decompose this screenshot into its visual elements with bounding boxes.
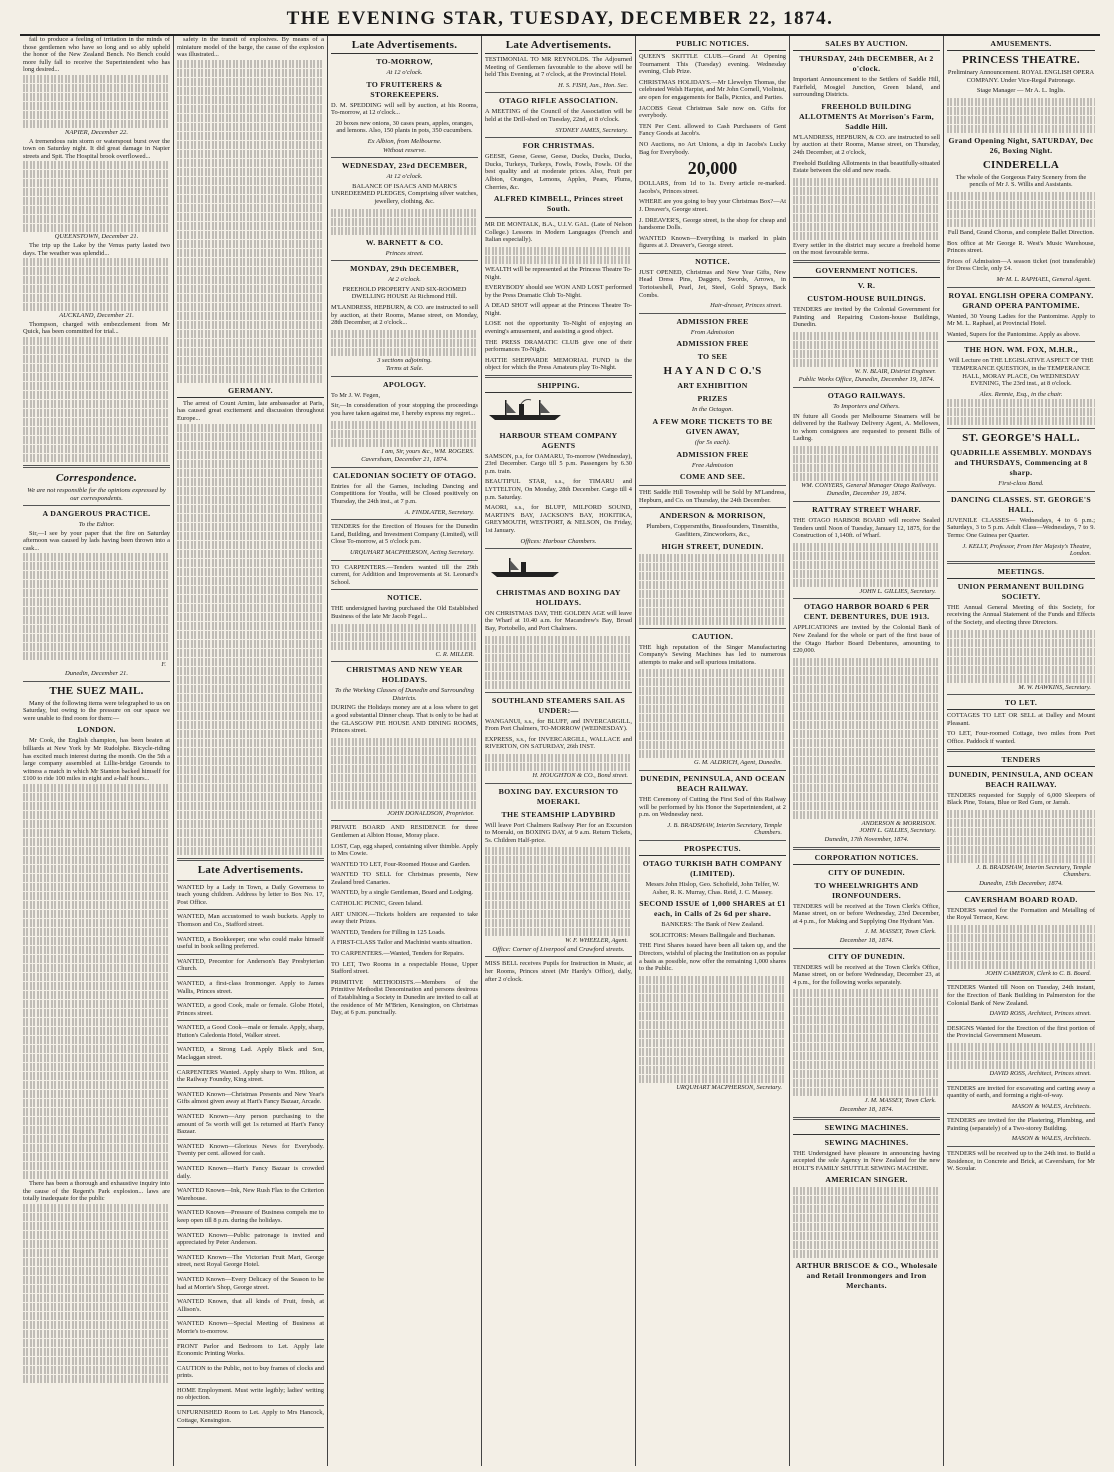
masthead xyxy=(20,4,1100,36)
wednesday-heading: WEDNESDAY, 23rd DECEMBER, xyxy=(341,161,468,171)
london-end: There has been a thorough and exhaustive inquiry into the cause of the Regent's Park explosion... laws are totally inadequate for the public xyxy=(23,1180,170,1203)
wanted-ad: WANTED Known, that all kinds of Fruit, fresh, at Allison's. xyxy=(177,1298,324,1313)
glasgow-ad: DURING the Holidays money are at a loss where to get a good substantial Dinner cheap. That is only to be had at the GLASGOW PIE HOUSE AND DINING ROOMS, Princes street. xyxy=(331,704,478,735)
conyers-signature: WM. CONYERS, General Manager Otago Railways. xyxy=(801,481,936,489)
bank-tenders-ad: TENDERS Wanted till Noon on Tuesday, 24th instant, for the Erection of Bank Building in Palmerston for the Colonial Bank of New Zealand. xyxy=(947,984,1095,1007)
wheeler-signature: W. F. WHEELER, Agent. xyxy=(565,937,628,945)
gillies-signature-2: JOHN L. GILLIES, Secretary. xyxy=(859,827,936,835)
caledonian-body: Entries for all the Games, including Dancing and Competitions for Youths, will be Closed positively on Thursday, the 24th inst., at 7 p.m. xyxy=(331,482,478,506)
caledonian-signature: A. FINDLATER, Secretary. xyxy=(404,508,474,516)
tomorrow-heading: TO-MORROW, xyxy=(376,57,433,66)
column-1 xyxy=(20,36,174,1466)
admission-free-1: ADMISSION FREE xyxy=(676,316,749,326)
late-ads-heading-4: Late Advertisements. xyxy=(485,39,632,54)
blair-signature: W. N. BLAIR, District Engineer. xyxy=(854,367,936,375)
skittle-ad: QUEEN'S SKITTLE CLUB.—Grand At Opening Tournament This (Tuesday) evening. Wednesday evening, Club Prize. xyxy=(639,53,786,76)
st-georges-heading: ST. GEORGE'S HALL. xyxy=(962,432,1080,445)
wanted-ad: WANTED, a first-class Ironmonger. Apply to James Wallis, Princes street. xyxy=(177,979,324,995)
letter-sub: To the Editor. xyxy=(78,521,115,529)
terms: Terms at Sale. xyxy=(385,365,424,373)
freehold-heading: FREEHOLD BUILDING ALLOTMENTS At Morrison's Farm, Saddle Hill. xyxy=(798,101,935,131)
massey-date-2: December 18, 1874. xyxy=(839,1105,894,1113)
union-body: THE Annual General Meeting of this Society, for receiving the Annual Statement of the Funds and Effects of the Society, and electing three Directors. xyxy=(947,603,1095,627)
tomorrow-time: At 12 o'clock. xyxy=(386,69,423,76)
column-5 xyxy=(636,36,790,1466)
bradshaw-signature: J. B. BRADSHAW, Interim Secretary, Temple Chambers. xyxy=(667,821,782,837)
caversham-ad: TENDERS wanted for the Formation and Metalling of the Royal Terrace, Kew. xyxy=(947,906,1095,922)
conditions: 3 sections adjoining. xyxy=(377,356,432,364)
american-singer: AMERICAN SINGER. xyxy=(825,1175,908,1185)
wanted-ad: WANTED Known—Every Delicacy of the Season to be had at Morrie's Shop, George street. xyxy=(177,1275,324,1291)
beautiful-star-ad: BEAUTIFUL STAR, s.s., for TIMARU and LYTTELTON, On Monday, 28th December. Cargo till 4 p.m. Saturday. xyxy=(485,478,632,501)
barnett-name: W. BARNETT & CO. xyxy=(365,237,444,247)
art-union-ad: ART UNION.—Tickets holders are requested to take away their Prizes. xyxy=(331,910,478,926)
prospectus-heading: PROSPECTUS. xyxy=(639,844,786,856)
come-and-see: COME AND SEE. xyxy=(679,472,746,482)
correspondence-note: We are not responsible for the opinions expressed by our correspondents. xyxy=(27,486,166,502)
dreaver-ad: J. DREAVER'S, George street, is the shop for cheap and handsome Dolls. xyxy=(639,216,786,232)
hair-notice: JUST OPENED, Christmas and New Year Gifts, New Head Dress Pins, Daggers, Swords, Arrows, in Tortoiseshell, Pearl, Jet, Steel, Gold Sprays, Back Combs. xyxy=(639,268,786,299)
private-board-ad: PRIVATE BOARD AND RESIDENCE for three Gentlemen at Albion House, Moray place. xyxy=(331,824,478,839)
ten-percent-ad: TEN Per Cent. allowed to Cash Purchasers of Gent Fancy Goods at Jacob's. xyxy=(639,122,786,138)
monday-time: At 2 o'clock. xyxy=(388,276,421,284)
kimbell-signature: ALFRED KIMBELL, Princes street South. xyxy=(493,194,624,214)
germany-heading: GERMANY. xyxy=(177,386,324,398)
plastering-ad: TENDERS are invited for the Plastering, Plumbing, and Painting (separately) of a Two-storey Building. xyxy=(947,1117,1095,1132)
jacobs-ad: JACOBS Great Christmas Sale now on. Gifts for everybody. xyxy=(639,104,786,120)
letter-signature: F. xyxy=(161,661,166,669)
wealth-ad: WEALTH will be represented at the Princess Theatre To-Night. xyxy=(485,265,632,281)
excavating-ad: TENDERS are invited for excavating and carting away a quantity of earth, and forming a right-of-way. xyxy=(947,1084,1095,1100)
wanted-ad: WANTED Known—Glorious News for Everybody. Twenty per cent. allowed for cash. xyxy=(177,1142,324,1158)
gentleman-ad: WANTED, by a single Gentleman, Board and Lodging. xyxy=(331,889,473,897)
terms-ad: Every settler in the district may secure a freehold home on the most favourable terms. xyxy=(793,241,940,257)
hay-and-co: H A Y A N D C O.'S xyxy=(663,365,762,378)
boxing-heading: CHRISTMAS AND BOXING DAY HOLIDAYS. xyxy=(496,587,621,607)
city-heading: CITY OF DUNEDIN. xyxy=(828,867,905,877)
wanted-ad: WANTED Known—Special Meeting of Business at Morrie's to-morrow. xyxy=(177,1320,324,1335)
caution-heading: CAUTION. xyxy=(691,631,734,641)
cottages-ad: COTTAGES TO LET OR SELL at Dalley and Mount Pleasant. xyxy=(947,712,1095,727)
suez-heading: THE SUEZ MAIL. xyxy=(49,684,144,697)
everybody-ad: EVERYBODY should see WON AND LOST performed by the Press Dramatic Club To-Night. xyxy=(485,284,632,299)
prizes: PRIZES xyxy=(697,394,728,404)
london-heading: LONDON. xyxy=(77,725,116,735)
residence-ad: TENDERS will be received up to the 24th inst. to Build a Residence, in Concrete and Brick, at Caversham, for Mr W. Scoular. xyxy=(947,1150,1095,1173)
wanted-ad: WANTED Known—Pressure of Business compels me to keep open till 8 p.m. during the holidays. xyxy=(177,1209,324,1224)
land-tenders-ad: TENDERS for the Erection of Houses for the Dunedin Land, Building, and Investment Company (Limited), will Close To-morrow, at 5 o'clock p.m. xyxy=(331,523,478,546)
dead-shot-ad: A DEAD SHOT will appear at the Princess Theatre To-Night. xyxy=(485,302,632,317)
wanted-ad: WANTED Known—Hart's Fancy Bazaar is crowded daily. xyxy=(177,1165,324,1180)
columns xyxy=(20,36,1100,1466)
wanted-ad: UNFURNISHED Room to Let. Apply to Mrs Hancock, Cottage, Kensington. xyxy=(177,1409,324,1424)
dreaver-wanted-ad: WANTED Known—Everything is marked in plain figures at J. Dreaver's, George street. xyxy=(639,234,786,250)
vr-mark: V. R. xyxy=(857,280,876,290)
bradshaw-date: Dunedin, 15th December, 1874. xyxy=(979,879,1063,887)
rifle-heading: OTAGO RIFLE ASSOCIATION. xyxy=(499,96,618,106)
southland-heading: SOUTHLAND STEAMERS SAIL AS UNDER:— xyxy=(491,695,626,715)
briscoe-signature: ARTHUR BRISCOE & CO., Wholesale and Retail Ironmongers and Iron Merchants. xyxy=(795,1261,938,1291)
express-ad: EXPRESS, s.s., for INVERCARGILL, WALLACE and RIVERTON, ON SATURDAY, 26th INST. xyxy=(485,735,632,751)
from-admission: From Admission xyxy=(690,328,735,336)
rifle-body: A MEETING of the Council of the Association will be held at the Drill-shed on Tuesday, 22nd, at 8 o'clock. xyxy=(485,108,632,123)
dateline-auckland: AUCKLAND, December 21. xyxy=(59,312,134,320)
fox-heading: THE HON. WM. FOX, M.H.R., xyxy=(964,345,1078,355)
xmas-holidays-heading: CHRISTMAS AND NEW YEAR HOLIDAYS. xyxy=(346,665,463,685)
caution-body: THE high reputation of the Singer Manufacturing Company's Sewing Machines has led to numerous attempts to make and sell spurious imitations. xyxy=(639,643,786,666)
wanted-ad: FRONT Parlor and Bedroom to Let. Apply late Economic Printing Works. xyxy=(177,1342,324,1358)
ladybird-heading: THE STEAMSHIP LADYBIRD xyxy=(501,809,616,819)
steamship-icon xyxy=(485,398,565,422)
custom-house-heading: CUSTOM-HOUSE BUILDINGS. xyxy=(807,293,926,303)
wanted-ad: WANTED, Man accustomed to wash buckets. Apply to Thomson and Co., Stafford street. xyxy=(177,913,324,928)
letter-date: Dunedin, December 21. xyxy=(65,670,128,678)
gov-notices-heading: GOVERNMENT NOTICES. xyxy=(793,266,940,278)
column-4 xyxy=(482,36,636,1466)
for-each: (for 5s each). xyxy=(694,439,731,447)
rattray-heading: RATTRAY STREET WHARF. xyxy=(812,505,921,515)
wanted-ad: CAUTION to the Public, not to buy frames of clocks and prints. xyxy=(177,1364,324,1380)
hawkins-signature: M. W. HAWKINS, Secretary. xyxy=(1018,683,1091,691)
landress-ad-6: M'LANDRESS, HEPBURN, & CO. are instructed to sell by auction at their Rooms, Manse street, on Thursday, 24th December, at 2 o'clock, xyxy=(793,133,940,156)
caversham-heading: CAVERSHAM BOARD ROAD. xyxy=(964,894,1078,904)
railways-heading: OTAGO RAILWAYS. xyxy=(827,390,906,400)
spedding-ad: D. M. SPEDDING will sell by auction, at his Rooms, To-morrow, at 12 o'clock... xyxy=(331,101,478,117)
rifle-signature: SYDNEY JAMES, Secretary. xyxy=(555,126,628,134)
aldrich-signature: G. M. ALDRICH, Agent, Dunedin. xyxy=(694,759,782,767)
music-lessons-ad: MISS BELL receives Pupils for Instruction in Music, at her Rooms, Princes street (Mr Hardy's Office), daily, after 2 o'clock. xyxy=(485,960,632,983)
cottage-ad-2: TO LET, Four-roomed Cottage, two miles from Port Office. Paddock if wanted. xyxy=(947,730,1095,745)
kelly-signature: J. KELLY, Professor, From Her Majesty's Theatre, London. xyxy=(962,542,1091,558)
rattray-ad: THE OTAGO HARBOR BOARD will receive Sealed Tenders until Noon of Tuesday, January 12, 1875, for the Construction of 1,140ft. of Wharf. xyxy=(793,517,940,540)
princess-theatre-heading: PRINCESS THEATRE. xyxy=(962,54,1080,66)
dateline-napier: NAPIER, December 22. xyxy=(65,128,128,136)
tenders-heading: TENDERS xyxy=(947,755,1095,767)
works-date: Public Works Office, Dunedin, December 19, 1874. xyxy=(798,376,935,384)
solicitors: SOLICITORS: Messrs Ballingale and Buchanan. xyxy=(649,931,776,939)
wanted-ad: WANTED Known—Ink, New Rush Flax to the Criterion Warehouse. xyxy=(177,1187,324,1202)
saddle-hill-ad: THE Saddle Hill Township will be Sold by M'Landress, Hepburn, and Co. on Thursday, the 24th December. xyxy=(639,489,786,504)
steamship-icon-2 xyxy=(485,555,565,579)
museum-ad: DESIGNS Wanted for the Erection of the first portion of the Provincial Government Museum. xyxy=(947,1024,1095,1040)
landress-ad: M'LANDRESS, HEPBURN, & CO. are instructed to sell by auction, at their Rooms, Manse street, on Monday, 28th December, at 2 o'clock... xyxy=(331,303,478,327)
suez-intro: Many of the following items were telegraphed to us on Saturday, but owing to the pressure on our space we were unable to find room for them:— xyxy=(23,699,170,722)
barnett-addr: Princes street. xyxy=(385,249,424,257)
railways-ad: IN future all Goods per Melbourne Steamers will be delivered by the Railway Delivery Agent, A. Mellowes, to whom consignees are requested to present Bills of Lading. xyxy=(793,412,940,443)
wanted-ad: WANTED, Precentor for Anderson's Bay Presbyterian Church. xyxy=(177,957,324,973)
london-article: Mr Cook, the English champion, has been beaten at billiards at New York by Mr Rudolphe. Bicycle-riding has excited much interest during the month. On the 5th a large company assembled at Lillie-bridge Grounds to witness a match in which Mr Stanton backed himself for £100 to ride 100 miles in eight and a-half hours... xyxy=(23,737,170,783)
freehold-ad: FREEHOLD PROPERTY AND SIX-ROOMED DWELLING HOUSE At Richmond Hill. xyxy=(342,285,467,301)
turkish-bath-heading: OTAGO TURKISH BATH COMPANY (LIMITED). xyxy=(642,858,783,878)
harbour-office: Offices: Harbour Chambers. xyxy=(520,537,597,545)
harbour-heading: HARBOUR STEAM COMPANY AGENTS xyxy=(499,430,618,450)
where-ad: WHERE are you going to buy your Christmas Box?—At J. Dreaver's, George street. xyxy=(639,198,786,213)
article-napier: A tremendous rain storm or waterspout burst over the town on Saturday night. It did great damage in Napier streets and Spit. The Hospital brook overflowed... xyxy=(23,137,170,160)
samson-ad: SAMSON, p.s, for OAMARU, To-morrow (Wednesday), 23rd December. Cargo till 5 p.m. Passengers by 6.30 p.m. train. xyxy=(485,452,632,475)
ross-signature: DAVID ROSS, Architect, Princes street. xyxy=(989,1010,1091,1018)
juvenile-classes: JUVENILE CLASSES— Wednesdays, 4 to 6 p.m.; Saturdays, 3 to 5 p.m. Adult Class—Wednesdays, 7 to 9. Terms: One Guinea per Quarter. xyxy=(947,516,1095,540)
poultry-ad: GEESE, Geese, Geese, Geese, Ducks, Ducks, Ducks, Ducks, Turkeys, Turkeys, Fowls, Fowls, Fowls. Of the best quality and at moderate prices. Also, Fruit per Albion, Oranges, Lemons, Apples, Pears, Plums, Cherries, &c. xyxy=(485,153,632,191)
massey-signature-2: J. M. MASSEY, Town Clerk. xyxy=(864,1097,936,1105)
free-admission: Free Admission xyxy=(691,461,734,469)
article-queenstown: The trip up the Lake by the Venus party lasted two days. The weather was splendid... xyxy=(23,241,170,257)
gillies-date: Dunedin, 17th November, 1874. xyxy=(824,836,909,843)
admission-free-2: ADMISSION FREE xyxy=(676,339,749,349)
to-see: TO SEE xyxy=(697,352,728,362)
princess-sub: Preliminary Announcement. ROYAL ENGLISH OPERA COMPANY. Under Vice-Regal Patronage. xyxy=(947,69,1095,84)
wanted-ad: WANTED, a Good Cook—male or female. Apply, sharp, Hutton's Caledonia Hotel, Walker street. xyxy=(177,1024,324,1039)
cinderella: CINDERELLA xyxy=(982,158,1060,171)
golden-age-ad: ON CHRISTMAS DAY, THE GOLDEN AGE will leave the Wharf at 10.40 a.m. for Macandrew's Bay, Broad Bay, Portobello, and Port Chalmers. xyxy=(485,609,632,632)
wanted-ad: WANTED, a Strong Lad. Apply Black and Son, Maclaggan street. xyxy=(177,1046,324,1062)
letter-heading: A DANGEROUS PRACTICE. xyxy=(42,509,151,519)
pantomime-ad: Wanted, 30 Young Ladies for the Pantomime. Apply to Mr M. L. Raphael, at Provincial Hotel. xyxy=(947,312,1095,328)
catholic-picnic-ad: CATHOLIC PICNIC, Green Island. xyxy=(331,900,423,908)
testimonial-ad: TESTIMONIAL TO MR REYNOLDS. The Adjourned Meeting of Gentlemen favourable to the above will be held This Evening, at 7 o'clock, at the Provincial Hotel. xyxy=(485,56,632,79)
sewing-heading: SEWING MACHINES. xyxy=(793,1123,940,1135)
tailor-ad: A FIRST-CLASS Tailor and Machinist wants situation. xyxy=(331,939,473,947)
wanted-ads-list xyxy=(177,884,324,1429)
without-reserve: Without reserve. xyxy=(383,146,426,154)
anderson-heading: ANDERSON & MORRISON, xyxy=(659,511,766,521)
prospectus-body: THE First Shares issued have been all taken up, and the Directors, wishful of placing the Institution on as popular a basis as possible, now offer the remaining 1,000 shares to the Public. xyxy=(639,942,786,973)
hattie-ad: HATTIE SHEPPARDE MEMORIAL FUND is the object for which the Press Amateurs play To-Night. xyxy=(485,356,632,372)
maori-ad: MAORI, s.s., for BLUFF, MILFORD SOUND, MARTIN'S BAY, JACKSON'S BAY, HOKITIKA, GREYMOUTH, WESTPORT, & NELSON, On Friday, 1st January. xyxy=(485,504,632,534)
debentures-heading: OTAGO HARBOR BOARD 6 PER CENT. DEBENTURES, DUE 1913. xyxy=(803,602,930,622)
lose-not-ad: LOSE not the opportunity To-Night of enjoying an evening's amusement, and assisting a good object. xyxy=(485,320,632,336)
raphael-signature: Mr M. L. RAPHAEL, General Agent. xyxy=(996,275,1091,283)
ceremony-ad: THE Ceremony of Cutting the First Sod of this Railway will be performed by his Honor the Superintendent, at 2 p.m. on Wednesday next. xyxy=(639,795,786,819)
shipping-heading: SHIPPING. xyxy=(485,381,632,393)
wanted-ad: HOME Employment. Must write legibly; ladies' writing no objection. xyxy=(177,1386,324,1402)
city-heading-2: CITY OF DUNEDIN. xyxy=(828,951,905,961)
letter-body: Sir,—I see by your paper that the fire on Saturday afternoon was caused by lads having been thrown into a cask... xyxy=(23,529,170,552)
second-issue: SECOND ISSUE of 1,000 SHARES at £1 each, in Calls of 2s 6d per share. xyxy=(639,899,786,919)
column-2 xyxy=(174,36,328,1466)
moeraki-heading: BOXING DAY. EXCURSION TO MOERAKI. xyxy=(498,786,619,806)
gillies-signature: JOHN L. GILLIES, Secretary. xyxy=(859,587,936,595)
cameron-signature: JOHN CAMERON, Clerk to C. B. Board. xyxy=(985,969,1091,977)
more-tickets: A FEW MORE TICKETS TO BE GIVEN AWAY, xyxy=(652,417,773,437)
late-ads-heading-3: Late Advertisements. xyxy=(331,39,478,54)
for-christmas-heading: FOR CHRISTMAS. xyxy=(522,141,595,151)
wanted-ad: WANTED, a Bookkeeper; one who could make himself useful in book selling preferred. xyxy=(177,935,324,951)
union-heading: UNION PERMANENT BUILDING SOCIETY. xyxy=(957,581,1085,601)
box-office: Box office at Mr George R. West's Music Warehouse, Princes street. xyxy=(947,239,1095,255)
donaldson-signature: JOHN DONALDSON, Proprietor. xyxy=(387,809,474,817)
prices: Prices of Admission—A season ticket (not transferable) for Dress Circle, only £4. xyxy=(947,257,1095,273)
to-let-ad: WANTED TO LET, Four-Roomed House and Garden. xyxy=(331,860,471,868)
lost-ad: LOST, Cap, egg shaped, containing silver thimble. Apply to Mrs Cowie. xyxy=(331,842,478,858)
high-street: HIGH STREET, DUNEDIN. xyxy=(661,541,764,551)
wheeler-address: Office: Corner of Liverpool and Crawford streets. xyxy=(492,945,625,953)
wheelwrights-heading: TO WHEELWRIGHTS AND IRONFOUNDERS. xyxy=(814,880,919,900)
mason-signature-2: MASON & WALES, Architects. xyxy=(1011,1135,1091,1143)
notice-body: THE undersigned having purchased the Old Established Business of the late Mr Jacob Fegel... xyxy=(331,605,478,620)
suez-continued: safety in the transit of explosives. By means of a miniature model of the barge, the cause of the explosion was illustrated... xyxy=(177,36,324,59)
methodists-ad: PRIMITIVE METHODISTS.—Members of the Primitive Methodist Denomination and persons desirous of Establishing a Society in Dunedin are invited to call at the residence of Mr M'Brien, Kensington, on Christmas Day, at 6 p.m. punctually. xyxy=(331,978,478,1017)
spedding-items: 20 boxes new onions, 30 cases pears, apples, oranges, and lemons. Also, 150 plants in pots, 350 cucumbers. xyxy=(335,119,474,135)
urquhart-signature: URQUHART MACPHERSON, Acting Secretary. xyxy=(350,549,474,556)
press-club-ad: THE PRESS DRAMATIC CLUB give one of their performances To-Night. xyxy=(485,338,632,354)
fruiterers-heading: TO FRUITERERS & STOREKEEPERS. xyxy=(366,79,443,99)
custom-house-ad: TENDERS are invited by the Colonial Government for Painting and Repairing Custom-house Buildings, Dunedin. xyxy=(793,305,940,329)
germany-article: The arrest of Count Arnim, late ambassador at Paris, has caused great excitement and discussion throughout Europe... xyxy=(177,399,324,422)
dollars-figure: 20,000 xyxy=(687,158,738,179)
quadrille: QUADRILLE ASSEMBLY. MONDAYS and THURSDAYS, Commencing at 8 sharp. xyxy=(950,448,1092,478)
houghton-signature: H. HOUGHTON & CO., Bond street. xyxy=(532,771,628,779)
important-ad: Important Announcement to the Settlers of Saddle Hill, Fairfield, Mosgiel Junction, Green Island, and surrounding Districts. xyxy=(793,76,940,99)
city-tenders-ad: TENDERS will be received at the Town Clerk's Office, Manse street, on or before Wednesday, December 23, at 4 p.m., for the following works separately. xyxy=(793,963,940,986)
hairdresser: Hair-dresser, Princes street. xyxy=(710,302,782,310)
carpenters-ad: TO CARPENTERS.—Tenders wanted till the 29th current, for Addition and Improvements at St. Leonard's School. xyxy=(331,563,478,586)
to-let-heading: TO LET. xyxy=(947,698,1095,710)
dollars-ad: DOLLARS, from 1d to 1s. Every article re-marked. Jacobs's, Princes street. xyxy=(639,180,786,195)
notice-heading-5: NOTICE. xyxy=(695,256,730,266)
xmas-holidays-sub: To the Working Classes of Dunedin and Surrounding Districts. xyxy=(334,687,475,702)
sales-heading: SALES BY AUCTION. xyxy=(793,39,940,51)
band: First-class Band. xyxy=(998,480,1044,488)
urquhart-signature-5: URQUHART MACPHERSON, Secretary. xyxy=(676,1083,782,1091)
article-intro: fail to produce a feeling of irritation in the minds of those gentlemen who have so long and so ably upheld the honor of the New Zealand Bench. No Bench could more fully fall to receive the Superintendent who has long desired... xyxy=(23,36,170,74)
thursday-heading: THURSDAY, 24th DECEMBER, At 2 o'clock. xyxy=(799,54,934,73)
caledonian-heading: CALEDONIAN SOCIETY OF OTAGO. xyxy=(332,470,477,480)
peninsula-heading: DUNEDIN, PENINSULA, AND OCEAN BEACH RAILWAY. xyxy=(640,773,785,793)
column-3 xyxy=(328,36,482,1466)
masthead-title: THE EVENING STAR, TUESDAY, DECEMBER 22, 1874. xyxy=(286,8,834,29)
admission-free-3: ADMISSION FREE xyxy=(676,449,749,459)
fox-chair: Alex. Rennie, Esq., in the chair. xyxy=(979,390,1063,398)
ex-albion: Ex Albion, from Melbourne. xyxy=(367,137,442,145)
apology-date: Caversham, December 21, 1874. xyxy=(361,456,448,464)
fox-lecture: Will Lecture on THE LEGISLATIVE ASPECT OF THE TEMPERANCE QUESTION, in the TEMPERANCE HALL, MORAY PLACE, On WEDNESDAY EVENING, The 23rd inst., at 8 o'clock. xyxy=(948,357,1094,388)
scenery-note: The whole of the Gorgeous Fairy Scenery from the pencils of Mr J. S. Willis and Assistants. xyxy=(955,173,1087,189)
mason-signature: MASON & WALES, Architects. xyxy=(1011,1102,1091,1110)
dateline-queenstown: QUEENSTOWN, December 21. xyxy=(54,233,139,241)
column-7 xyxy=(944,36,1098,1466)
harpist-ad: CHRISTMAS HOLIDAYS.—Mr Llewelyn Thomas, the celebrated Welsh Harpist, and Mr John Cornell, Violinist, are open for engagements for Balls, Picnics, and Parties. xyxy=(639,78,786,101)
correspondence-heading: Correspondence. xyxy=(55,471,138,484)
testimonial-signature: H. S. FISH, Jun., Hon. Sec. xyxy=(558,81,628,89)
massey-signature: J. M. MASSEY, Town Clerk. xyxy=(864,928,936,936)
article-auckland: Thompson, charged with embezzlement from Mr Quick, has been committed for trial... xyxy=(23,320,170,336)
railway-heading: DUNEDIN, PENINSULA, AND OCEAN BEACH RAILWAY. xyxy=(948,769,1094,789)
filling-tenders-ad: WANTED, Tenders for Filling in 125 Loads. xyxy=(331,928,446,936)
late-ads-heading-2: Late Advertisements. xyxy=(197,863,304,876)
supers-ad: Wanted, Supers for the Pantomime. Apply as above. xyxy=(947,330,1081,338)
to-sell-ad: WANTED TO SELL for Christmas presents, New Zealand bred Canaries. xyxy=(331,871,478,886)
apology-signature: I am, Sir, yours &c., WM. ROGERS. xyxy=(381,447,474,455)
sleepers-ad: TENDERS requested for Supply of 6,000 Sleepers of Black Pine, Totara, Blue or Red Gum, or Jarrah. xyxy=(947,791,1095,807)
wanted-ad: WANTED by a Lady in Town, a Daily Governess to teach young children. Address by letter to Box No. 17, Post Office. xyxy=(177,883,324,906)
allotments-ad: Freehold Building Allotments in that beautifully-situated Estate between the old and new roads. xyxy=(793,159,940,175)
column-6 xyxy=(790,36,944,1466)
opening-night: Grand Opening Night, SATURDAY, Dec 26, Boxing Night. xyxy=(948,135,1094,155)
amusements-heading: AMUSEMENTS. xyxy=(947,39,1095,51)
wanted-ad: WANTED Known—Christmas Presents and New Year's Gifts almost given away at Hart's Fancy Bazaar, Arcade. xyxy=(177,1090,324,1106)
no-auctions-ad: NO Auctions, no Art Unions, a dip in Jacobs's Lucky Bag for Everybody. xyxy=(639,140,786,156)
monday-heading: MONDAY, 29th DECEMBER, xyxy=(350,264,459,274)
wanted-ad: WANTED Known—Public patronage is invited and appreciated by Peter Anderson. xyxy=(177,1231,324,1247)
dancing-heading: DANCING CLASSES. ST. GEORGE'S HALL. xyxy=(950,494,1092,514)
pantomime-heading: ROYAL ENGLISH OPERA COMPANY. GRAND OPERA PANTOMIME. xyxy=(948,290,1094,310)
balance-ad: BALANCE OF ISAACS AND MARK'S UNREDEEMED PLEDGES, Comprising silver watches, jewellery, clothing, &c. xyxy=(331,182,478,205)
apology-to: To Mr J. W. Fegen, xyxy=(331,391,381,399)
sewing-sub: SEWING MACHINES. xyxy=(824,1137,909,1147)
wanted-ad: WANTED Known—Any person purchasing to the amount of 5s worth will get 1s returned at Hart's Fancy Bazaar. xyxy=(177,1113,324,1136)
art-exhibition: ART EXHIBITION xyxy=(677,381,748,391)
two-rooms-ad: TO LET, Two Rooms in a respectable House, Upper Stafford street. xyxy=(331,960,478,976)
montalk-ad: MR DE MONTALK, B.A., U.I.V. GAL. (Late of Nelson College.) Lessons in Modern Languages (French and Italian especially). xyxy=(485,221,632,244)
wanted-ad: CARPENTERS Wanted. Apply sharp to Wm. Hilton, at the Railway Foundry, King street. xyxy=(177,1068,324,1084)
ross-signature-2: DAVID ROSS, Architect, Princes street. xyxy=(989,1069,1091,1077)
wanted-ad: WANTED, a good Cook, male or female. Globe Hotel, Princes street. xyxy=(177,1002,324,1017)
apology-body: Sir,—In consideration of your stopping the proceedings you have taken against me, I hereby express my regret... xyxy=(331,402,478,418)
conyers-date: Dunedin, December 19, 1874. xyxy=(826,490,907,498)
anderson-signature: ANDERSON & MORRISON. xyxy=(861,819,936,827)
directors: Messrs John Hislop, Geo. Schofield, John Telfer, W. Asher, R. K. Murray, Chas. Reid, J. C. Massey. xyxy=(645,880,780,896)
ballet-note: Full Band, Grand Chorus, and complete Ballet Direction. xyxy=(947,228,1095,236)
debentures-ad: APPLICATIONS are invited by the Colonial Bank of New Zealand for the whole or part of the first issue of the Otago Harbor Board Debentures, amounting to £20,000. xyxy=(793,624,940,655)
anderson-trades: Plumbers, Coppersmiths, Brassfounders, Tinsmiths, Gasfitters, Zincworkers, &c., xyxy=(646,523,779,538)
wheelwrights-ad: TENDERS will be received at the Town Clerk's Office, Manse street, on or before Wednesday, 23rd December, at 4 p.m., for Making and Supplying One Hydrant Van. xyxy=(793,902,940,925)
carpenters2-ad: TO CARPENTERS.—Wanted, Tenders for Repairs. xyxy=(331,950,465,958)
bankers: BANKERS: The Bank of New Zealand. xyxy=(661,921,764,929)
in-octagon: In the Octagon. xyxy=(691,406,734,414)
public-notices-heading: PUBLIC NOTICES. xyxy=(639,39,786,51)
stage-manager: Stage Manager — Mr A. L. Inglis. xyxy=(976,87,1066,95)
ladybird-ad: Will leave Port Chalmers Railway Pier for an Excursion to Moeraki, on BOXING DAY, at 9 a.m. Return Tickets, 5s. Children Half-price. xyxy=(485,821,632,844)
corporation-heading: CORPORATION NOTICES. xyxy=(793,853,940,865)
sewing-ad: THE Undersigned have pleasure in announcing having accepted the sole Agency in New Zealand for the new HOLT'S FAMILY SHUTTLE SEWING MACHINE. xyxy=(793,1149,940,1172)
railways-sub: To Importers and Others. xyxy=(833,402,900,410)
wanganui-ad: WANGANUI, s.s., for BLUFF, and INVERCARGILL, From Port Chalmers, TO-MORROW (WEDNESDAY). xyxy=(485,717,632,733)
wednesday-time: At 12 o'clock. xyxy=(386,173,423,181)
bradshaw-signature-7: J. B. BRADSHAW, Interim Secretary, Temple Chambers. xyxy=(976,863,1091,879)
meetings-heading: MEETINGS. xyxy=(947,567,1095,579)
wanted-ad: WANTED Known—The Victorian Fruit Mart, George street, next Royal George Hotel. xyxy=(177,1253,324,1269)
miller-signature: C. R. MILLER. xyxy=(435,650,474,658)
apology-heading: APOLOGY. xyxy=(382,379,427,389)
massey-date: December 18, 1874. xyxy=(839,936,894,944)
notice-heading: NOTICE. xyxy=(387,593,422,603)
